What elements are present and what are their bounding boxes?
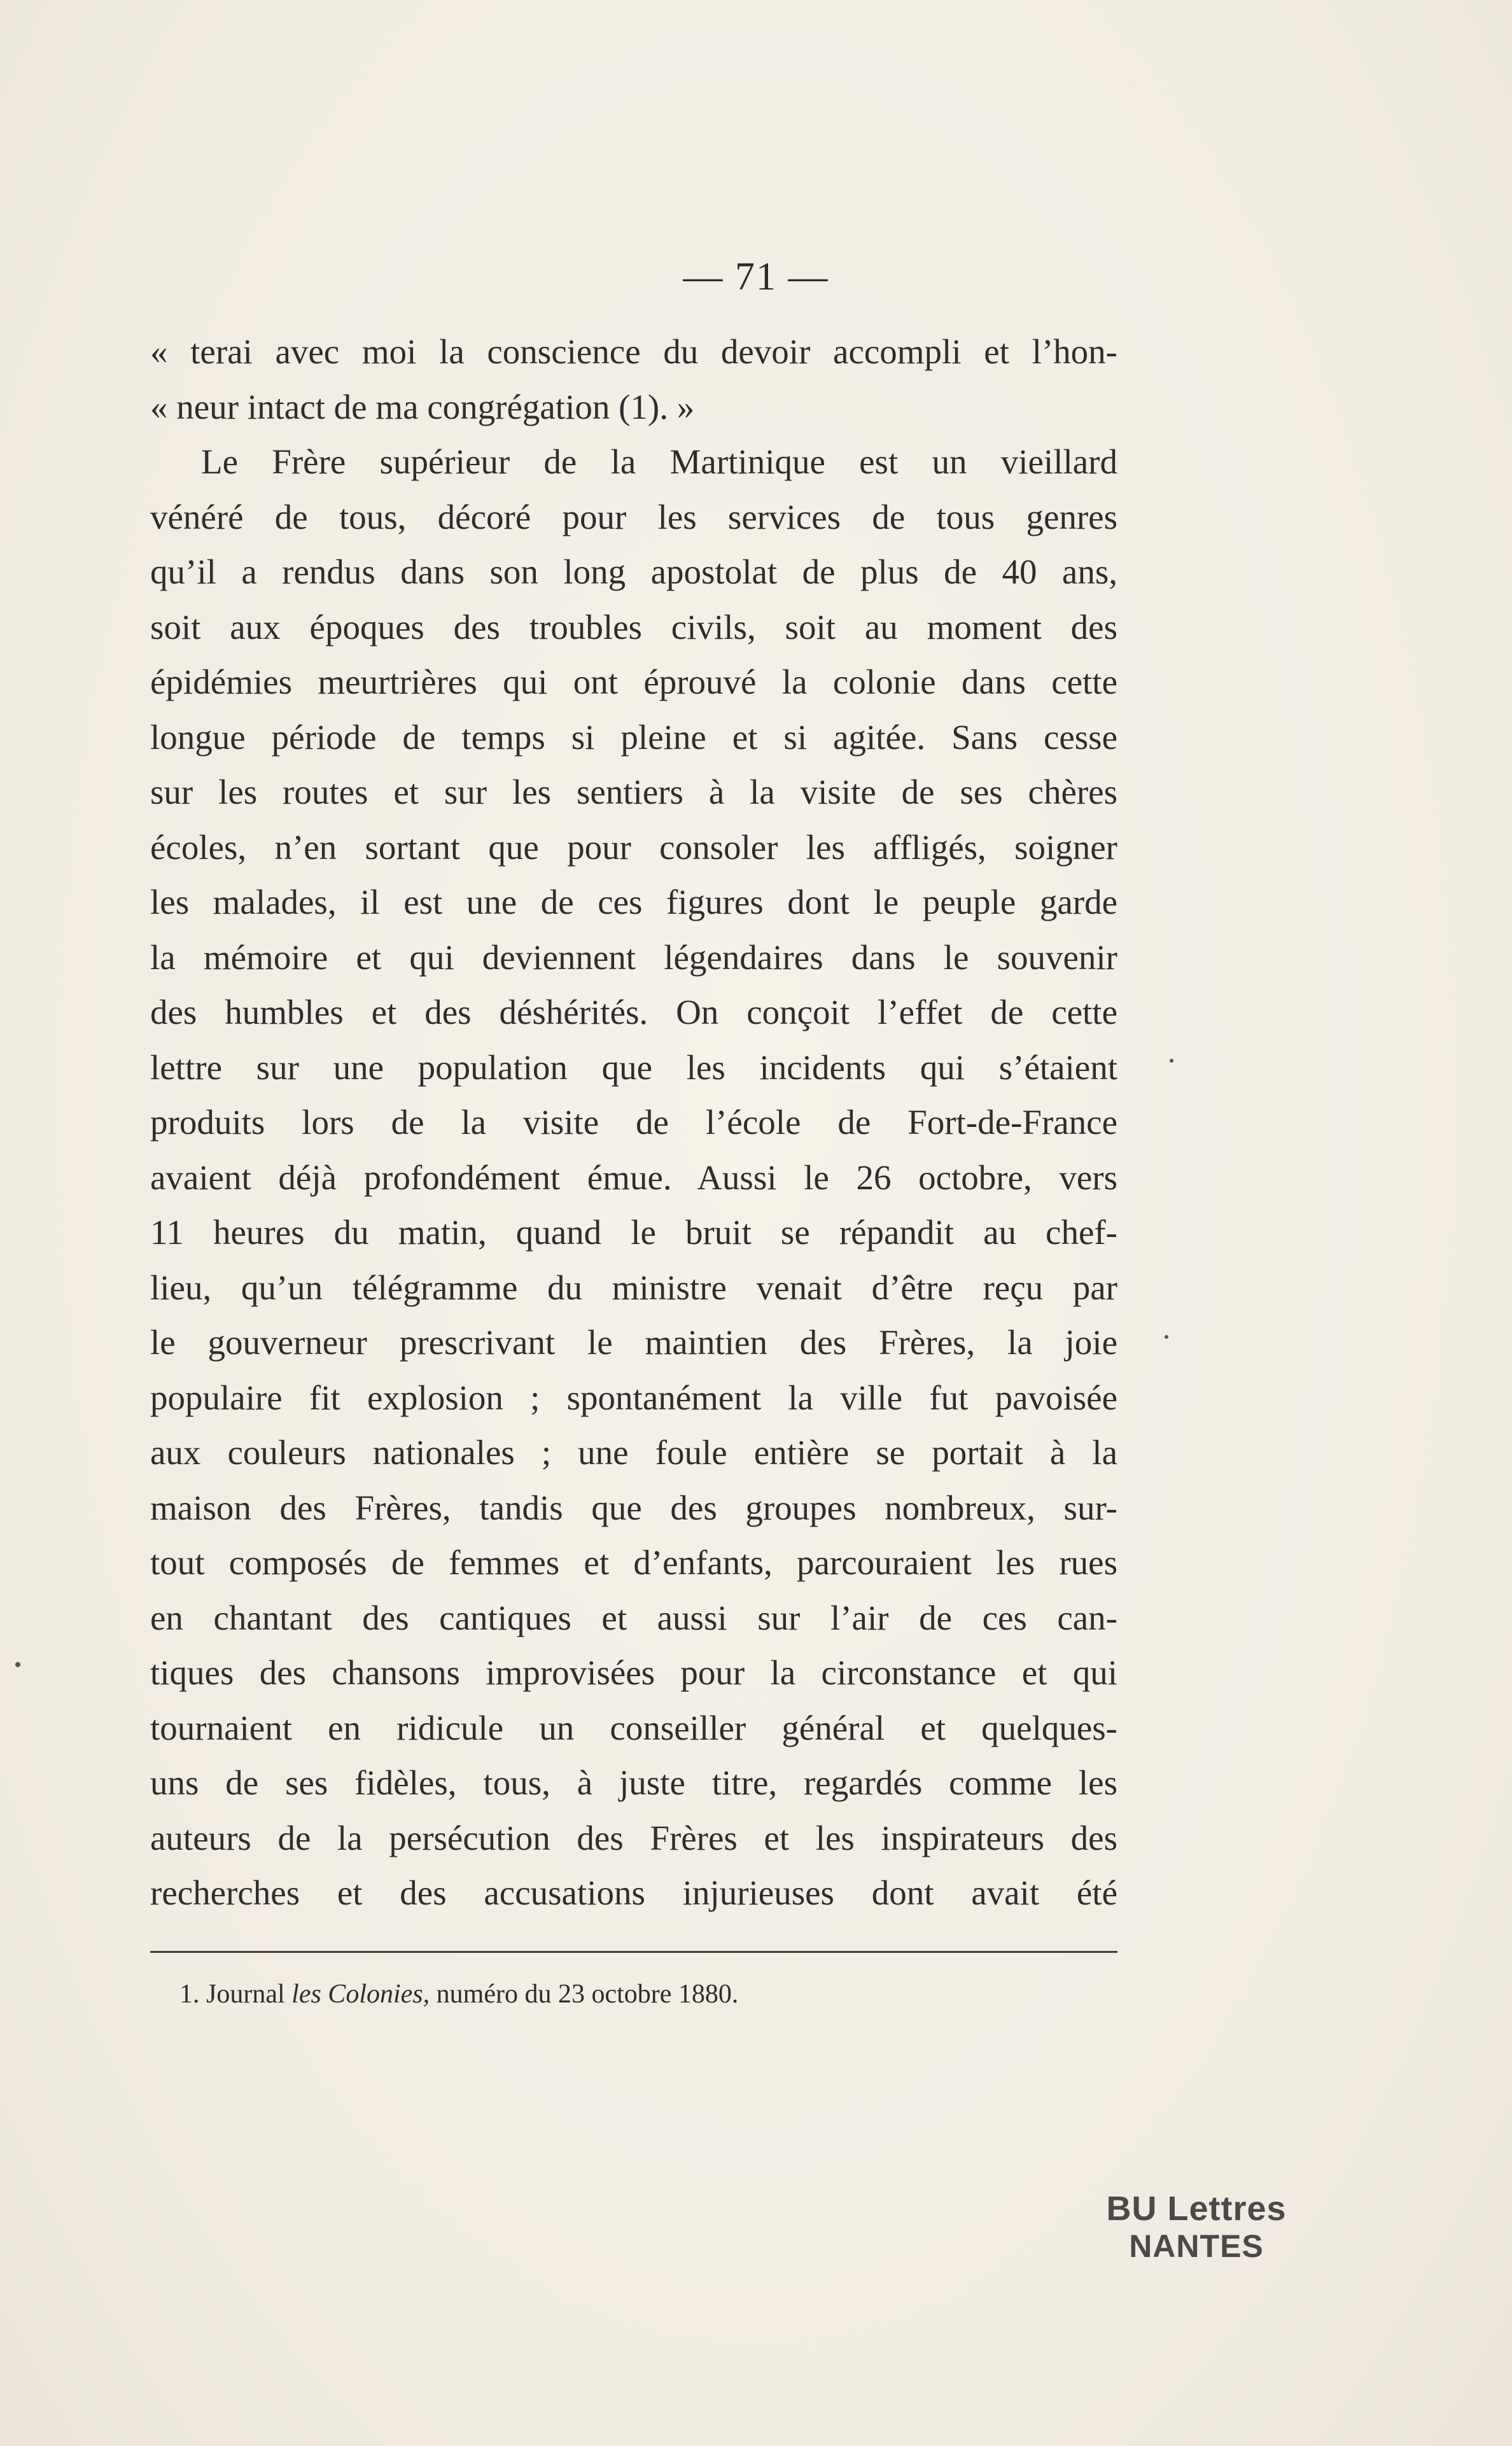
text-line: « neur intact de ma congrégation (1). »: [150, 387, 695, 426]
text-line: les malades, il est une de ces figures dont le peuple garde: [150, 883, 1117, 921]
text-line: recherches et des accusations injurieuses dont avait été: [150, 1873, 1117, 1912]
text-line: Le Frère supérieur de la Martinique est un vieillard: [201, 442, 1117, 481]
text-line: produits lors de la visite de l’école de Fort-de-France: [150, 1103, 1117, 1142]
text-line: lieu, qu’un télégramme du ministre venait d’être reçu par: [150, 1268, 1117, 1307]
text-line: avaient déjà profondément émue. Aussi le 26 octobre, vers: [150, 1157, 1117, 1197]
footnote-number: 1.: [179, 1980, 200, 2009]
text-line: lettre sur une population que les incidents qui s’étaient: [150, 1047, 1117, 1087]
footnote-divider: [150, 1951, 1117, 1953]
footnote: [179, 1979, 738, 2009]
text-line: auteurs de la persécution des Frères et les inspirateurs des: [150, 1818, 1117, 1857]
text-line: épidémies meurtrières qui ont éprouvé la colonie dans cette: [150, 662, 1117, 701]
text-line: maison des Frères, tandis que des groupes nombreux, sur-: [150, 1488, 1117, 1527]
text-line: aux couleurs nationales ; une foule entière se portait à la: [150, 1433, 1117, 1472]
text-line: des humbles et des déshérités. On conçoit l’effet de cette: [150, 993, 1117, 1031]
footnote-text-after: numéro du 23 octobre 1880.: [436, 1980, 739, 2009]
stamp-line-1: BU Lettres: [1106, 2190, 1287, 2228]
text-line: « terai avec moi la conscience du devoir accompli et l’hon-: [150, 332, 1117, 371]
ink-speck: [1170, 1059, 1173, 1063]
text-line: en chantant des cantiques et aussi sur l’air de ces can-: [150, 1598, 1117, 1637]
text-line: longue période de temps si pleine et si agitée. Sans cesse: [150, 717, 1117, 757]
stamp-line-2: NANTES: [1129, 2228, 1264, 2265]
text-line: la mémoire et qui deviennent légendaires dans le souvenir: [150, 937, 1117, 977]
text-line: tournaient en ridicule un conseiller général et quelques-: [150, 1708, 1117, 1747]
text-line: tiques des chansons improvisées pour la circonstance et qui: [150, 1653, 1117, 1692]
text-line: le gouverneur prescrivant le maintien des Frères, la joie: [150, 1323, 1117, 1362]
text-line: tout composés de femmes et d’enfants, parcouraient les rues: [150, 1543, 1117, 1582]
text-line: uns de ses fidèles, tous, à juste titre, regardés comme les: [150, 1763, 1117, 1802]
text-line: vénéré de tous, décoré pour les services de tous genres: [150, 497, 1117, 536]
text-line: soit aux époques des troubles civils, soit au moment des: [150, 607, 1117, 646]
ink-speck: [1165, 1335, 1168, 1339]
text-line: 11 heures du matin, quand le bruit se répandit au chef-: [150, 1213, 1117, 1252]
text-line: populaire fit explosion ; spontanément la ville fut pavoisée: [150, 1378, 1117, 1417]
text-line: qu’il a rendus dans son long apostolat de plus de 40 ans,: [150, 552, 1117, 591]
library-stamp: [1101, 2189, 1292, 2265]
body-text: [150, 325, 1117, 1921]
ink-speck: [15, 1662, 20, 1667]
text-line: écoles, n’en sortant que pour consoler les affligés, soigner: [150, 827, 1117, 867]
footnote-italic-title: les Colonies,: [291, 1980, 430, 2009]
text-line: sur les routes et sur les sentiers à la visite de ses chères: [150, 772, 1117, 811]
page-number: — 71 —: [683, 255, 829, 298]
footnote-text-before: Journal: [206, 1980, 285, 2009]
